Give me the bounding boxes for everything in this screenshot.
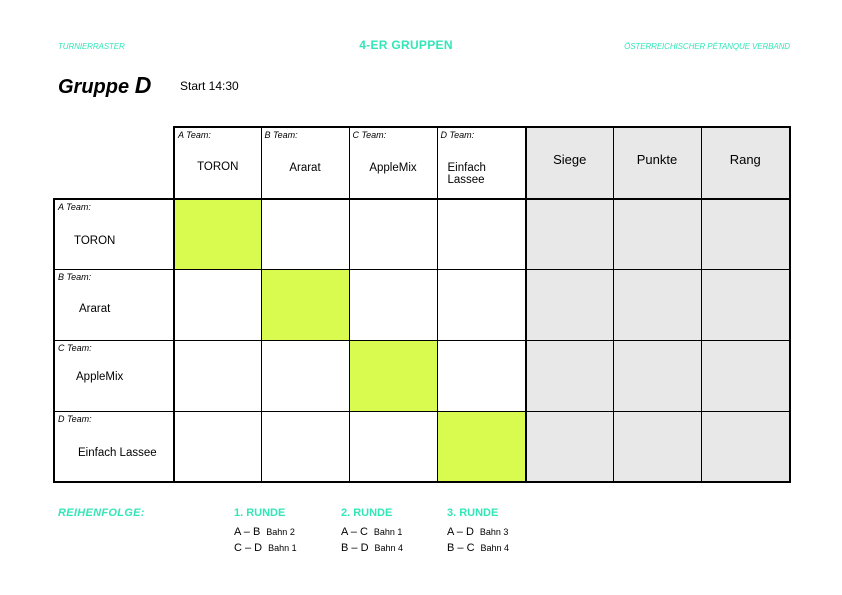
score-cell [437,269,526,340]
diagonal-cell [349,340,437,411]
match-pair: B – D [341,542,369,554]
row-team-name: TORON [74,235,116,247]
score-header-label: Rang [729,152,761,167]
score-header-wins [526,127,613,199]
row-team-name: Einfach Lassee [78,446,157,459]
column-label: C Team: [352,130,387,140]
match-lane: Bahn 4 [480,543,510,553]
match-lane: Bahn 1 [268,543,297,553]
row-header-b [54,269,174,340]
score-cell [437,340,526,411]
match-pair: A – D [447,526,474,538]
column-label: D Team: [440,130,475,140]
score-cell [174,269,261,340]
column-team-name: TORON [197,161,239,173]
diagonal-cell [174,199,261,269]
match-pair: A – B [234,526,261,538]
column-header-a [174,127,261,199]
row-team-name: Ararat [79,302,111,315]
grid-corner [54,127,174,199]
match-entry [341,542,403,558]
row-header-a [54,199,174,269]
column-team-name: Einfach Lassee [447,162,486,186]
match-pair: B – C [447,542,475,554]
match-entry [234,542,297,558]
match-pair: C – D [234,542,263,554]
row-header-d [54,411,174,482]
match-entry [447,526,509,542]
group-letter: D [134,72,152,98]
match-entry [447,542,509,558]
group-title [58,72,151,99]
rank-cell [701,269,790,340]
column-header-d [437,127,526,199]
column-header-b [261,127,349,199]
round-title: 2. RUNDE [341,507,393,519]
wins-cell [526,269,613,340]
round-title: 3. RUNDE [447,507,499,519]
round-3 [447,507,509,558]
row-label: A Team: [58,202,91,212]
rank-cell [701,340,790,411]
points-cell [613,199,701,269]
score-header-label: Siege [553,152,587,167]
score-header-label: Punkte [636,152,678,167]
row-team-name: AppleMix [76,370,124,383]
round-2 [341,507,403,558]
score-header-rank [701,127,790,199]
rank-cell [701,411,790,482]
points-cell [613,269,701,340]
column-label: B Team: [264,130,298,140]
rank-cell [701,199,790,269]
round-title: 1. RUNDE [234,507,286,519]
group-title-prefix: Gruppe [58,76,130,98]
column-label: A Team: [178,130,211,140]
diagonal-cell [261,269,349,340]
points-cell [613,411,701,482]
score-cell [349,199,437,269]
score-cell [174,411,261,482]
match-pair: A – C [341,526,368,538]
row-label: C Team: [58,342,92,353]
score-cell [261,199,349,269]
row-header-c [54,340,174,411]
match-entry [234,526,297,542]
wins-cell [526,340,613,411]
score-cell [349,411,437,482]
header-title: 4-ER GRUPPEN [359,38,453,52]
row-label: D Team: [58,413,92,424]
score-cell [437,199,526,269]
header-right-label: ÖSTERREICHISCHER PÉTANQUE VERBAND [624,42,790,51]
match-lane: Bahn 4 [374,543,404,553]
round-1 [234,507,297,558]
header-left-label: TURNIERRASTER [58,42,125,51]
match-lane: Bahn 3 [479,527,509,537]
match-entry [341,526,403,542]
score-cell [349,269,437,340]
wins-cell [526,199,613,269]
match-lane: Bahn 2 [266,527,295,537]
diagonal-cell [437,411,526,482]
tournament-grid [53,126,791,483]
row-label: B Team: [58,271,92,282]
match-lane: Bahn 1 [373,527,403,537]
score-cell [261,411,349,482]
order-label: REIHENFOLGE: [58,507,145,519]
start-time: Start 14:30 [180,79,239,93]
column-team-name: AppleMix [369,162,417,174]
column-header-c [349,127,437,199]
score-header-points [613,127,701,199]
score-cell [261,340,349,411]
points-cell [613,340,701,411]
wins-cell [526,411,613,482]
score-cell [174,340,261,411]
column-team-name: Ararat [289,162,321,174]
